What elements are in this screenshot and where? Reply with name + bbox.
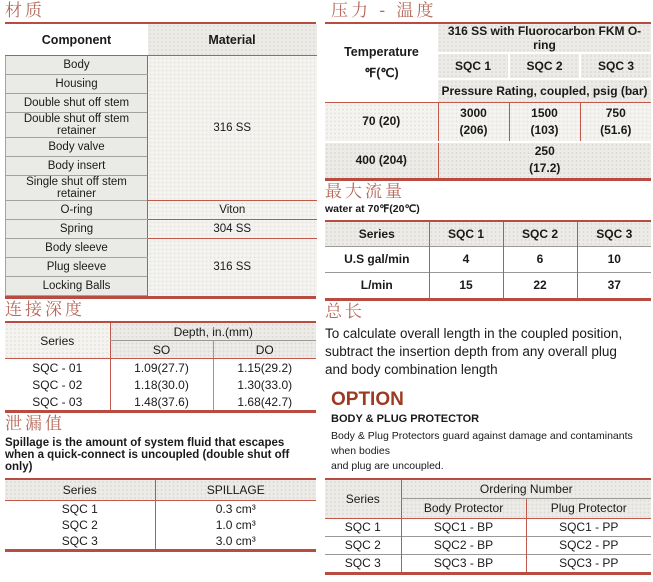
connection-depth-section — [5, 299, 316, 413]
overall-length-section — [325, 301, 651, 379]
spillage-note — [5, 437, 316, 473]
table-header-row — [325, 222, 651, 247]
do-cell: 1.15(29.2) — [213, 359, 316, 377]
bar-value: (206) — [459, 123, 488, 137]
flow-unit-cell: U.S gal/min — [325, 246, 429, 272]
table-row — [5, 359, 316, 377]
table-row — [5, 393, 316, 410]
table-row — [325, 518, 651, 536]
series-cell: SQC 3 — [5, 533, 155, 549]
connection-depth-table — [5, 321, 316, 413]
component-cell: Double shut off stem retainer — [6, 113, 148, 138]
table-header-row — [6, 24, 317, 56]
do-cell: 1.68(42.7) — [213, 393, 316, 410]
pressure-rating-header: Pressure Rating, coupled, psig (bar) — [438, 79, 651, 103]
series-cell: SQC 3 — [325, 554, 401, 572]
flow-value-cell: 10 — [577, 246, 651, 272]
sqc3-column-header: SQC 3 — [577, 222, 651, 247]
temperature-units: ℉(℃) — [364, 66, 399, 80]
so-cell: 1.18(30.0) — [110, 376, 213, 393]
option-note-line: and plug are uncoupled. — [331, 459, 444, 472]
table-row — [6, 220, 317, 239]
spillage-value-cell: 3.0 cm³ — [155, 533, 316, 549]
do-cell: 1.30(33.0) — [213, 376, 316, 393]
plug-protector-cell: SQC1 - PP — [526, 518, 651, 536]
so-column-header: SO — [110, 341, 213, 359]
series-cell: SQC 2 — [5, 517, 155, 533]
so-cell: 1.48(37.6) — [110, 393, 213, 410]
flow-value-cell: 37 — [577, 272, 651, 298]
psig-value: 1500 — [531, 105, 558, 120]
series-cell: SQC 1 — [325, 518, 401, 536]
option-subtitle: BODY & PLUG PROTECTOR — [331, 412, 480, 425]
pressure-cell — [438, 142, 651, 178]
overall-length-heading: 总长 — [325, 301, 365, 322]
max-flow-heading: 最大流量 — [325, 181, 405, 202]
bar-value: (103) — [530, 123, 559, 137]
ordering-number-table — [325, 478, 651, 575]
material-column-header: Material — [148, 24, 317, 56]
component-cell: Body — [6, 56, 148, 75]
spillage-value-cell: 0.3 cm³ — [155, 501, 316, 518]
series-cell: SQC - 03 — [5, 393, 110, 410]
pressure-cell — [509, 103, 580, 143]
component-cell: Single shut off stem retainer — [6, 176, 148, 201]
option-section — [325, 389, 651, 575]
table-row — [325, 272, 651, 298]
table-row — [6, 201, 317, 220]
flow-unit-cell: L/min — [325, 272, 429, 298]
series-column-header: Series — [5, 323, 110, 359]
material-table — [5, 22, 316, 299]
do-column-header: DO — [213, 341, 316, 359]
table-row — [325, 246, 651, 272]
series-column-header: Series — [325, 480, 401, 519]
table-row — [325, 103, 651, 143]
material-value-cell: 316 SS — [148, 56, 317, 201]
material-value-cell: 316 SS — [148, 239, 317, 296]
pressure-cell — [438, 103, 509, 143]
component-cell: Body valve — [6, 138, 148, 157]
body-protector-cell: SQC1 - BP — [401, 518, 526, 536]
option-note — [331, 429, 651, 474]
material-value-cell: 304 SS — [148, 220, 317, 239]
temperature-label: Temperature — [344, 44, 419, 59]
connection-depth-heading: 连接深度 — [5, 300, 85, 320]
overall-length-line: To calculate overall length in the coupled position, — [325, 325, 623, 341]
plug-protector-cell: SQC2 - PP — [526, 536, 651, 554]
component-cell: Double shut off stem — [6, 94, 148, 113]
pressure-temperature-section — [325, 0, 651, 181]
component-cell: Locking Balls — [6, 277, 148, 296]
material-heading: 材质 — [5, 1, 45, 21]
option-note-line: Body & Plug Protectors guard against damage and contaminants when bodies — [331, 429, 633, 457]
table-row — [6, 239, 317, 258]
sqc2-column-header: SQC 2 — [503, 222, 577, 247]
psig-value: 750 — [605, 105, 626, 120]
body-protector-header: Body Protector — [401, 498, 526, 518]
sqc1-column-header: SQC 1 — [438, 53, 509, 79]
max-flow-subtitle: water at 70℉(20℃) — [325, 202, 420, 215]
table-row — [325, 142, 651, 178]
overall-length-line: subtract the insertion depth from any overall plug — [325, 343, 617, 359]
depth-column-header: Depth, in.(mm) — [110, 323, 316, 341]
table-header-row — [5, 323, 316, 341]
material-section — [5, 0, 316, 299]
overall-length-text — [325, 325, 651, 379]
series-cell: SQC 1 — [5, 501, 155, 518]
table-row — [5, 533, 316, 549]
series-column-header: Series — [325, 222, 429, 247]
spillage-value-cell: 1.0 cm³ — [155, 517, 316, 533]
pressure-temperature-heading: 压力 - 温度 — [331, 1, 437, 21]
component-column-header: Component — [6, 24, 148, 56]
spillage-heading: 泄漏值 — [5, 414, 65, 434]
flow-value-cell: 22 — [503, 272, 577, 298]
sqc1-column-header: SQC 1 — [429, 222, 503, 247]
sqc3-column-header: SQC 3 — [580, 53, 651, 79]
flow-value-cell: 6 — [503, 246, 577, 272]
series-cell: SQC - 02 — [5, 376, 110, 393]
flow-value-cell: 4 — [429, 246, 503, 272]
pressure-temperature-table — [325, 22, 651, 181]
bar-value: (17.2) — [529, 161, 561, 176]
psig-value: 250 — [534, 144, 555, 158]
spillage-note-line: when a quick-connect is uncoupled (double shut off only) — [5, 449, 290, 473]
component-cell: Housing — [6, 75, 148, 94]
body-protector-cell: SQC2 - BP — [401, 536, 526, 554]
so-cell: 1.09(27.7) — [110, 359, 213, 377]
table-row — [5, 517, 316, 533]
max-flow-section — [325, 181, 651, 301]
table-row — [5, 376, 316, 393]
table-row — [5, 501, 316, 518]
component-cell: Spring — [6, 220, 148, 239]
body-protector-cell: SQC3 - BP — [401, 554, 526, 572]
pressure-cell — [580, 103, 651, 143]
oring-banner-header: 316 SS with Fluorocarbon FKM O-ring — [438, 24, 651, 53]
component-cell: Plug sleeve — [6, 258, 148, 277]
overall-length-line: and body combination length — [325, 361, 498, 377]
table-header-row — [325, 480, 651, 499]
material-value-cell: Viton — [148, 201, 317, 220]
flow-value-cell: 15 — [429, 272, 503, 298]
spillage-section — [5, 413, 316, 552]
table-row — [6, 56, 317, 75]
temperature-column-header — [325, 24, 438, 103]
spillage-note-line: Spillage is the amount of system fluid that escapes — [5, 437, 285, 449]
left-column — [5, 0, 316, 552]
temperature-cell: 400 (204) — [325, 142, 438, 178]
plug-protector-header: Plug Protector — [526, 498, 651, 518]
max-flow-table — [325, 220, 651, 301]
table-row — [325, 554, 651, 572]
spillage-table — [5, 478, 316, 552]
table-header-row — [325, 24, 651, 53]
sqc2-column-header: SQC 2 — [509, 53, 580, 79]
table-header-row — [5, 480, 316, 501]
series-cell: SQC 2 — [325, 536, 401, 554]
right-column — [325, 0, 651, 575]
temperature-cell: 70 (20) — [325, 103, 438, 143]
table-row — [325, 536, 651, 554]
component-cell: Body sleeve — [6, 239, 148, 258]
ordering-number-header: Ordering Number — [401, 480, 651, 499]
component-cell: Body insert — [6, 157, 148, 176]
series-cell: SQC - 01 — [5, 359, 110, 377]
plug-protector-cell: SQC3 - PP — [526, 554, 651, 572]
bar-value: (51.6) — [600, 123, 632, 137]
series-column-header: Series — [5, 480, 155, 501]
psig-value: 3000 — [460, 105, 487, 120]
option-title: OPTION — [331, 388, 404, 410]
component-cell: O-ring — [6, 201, 148, 220]
spillage-column-header: SPILLAGE — [155, 480, 316, 501]
